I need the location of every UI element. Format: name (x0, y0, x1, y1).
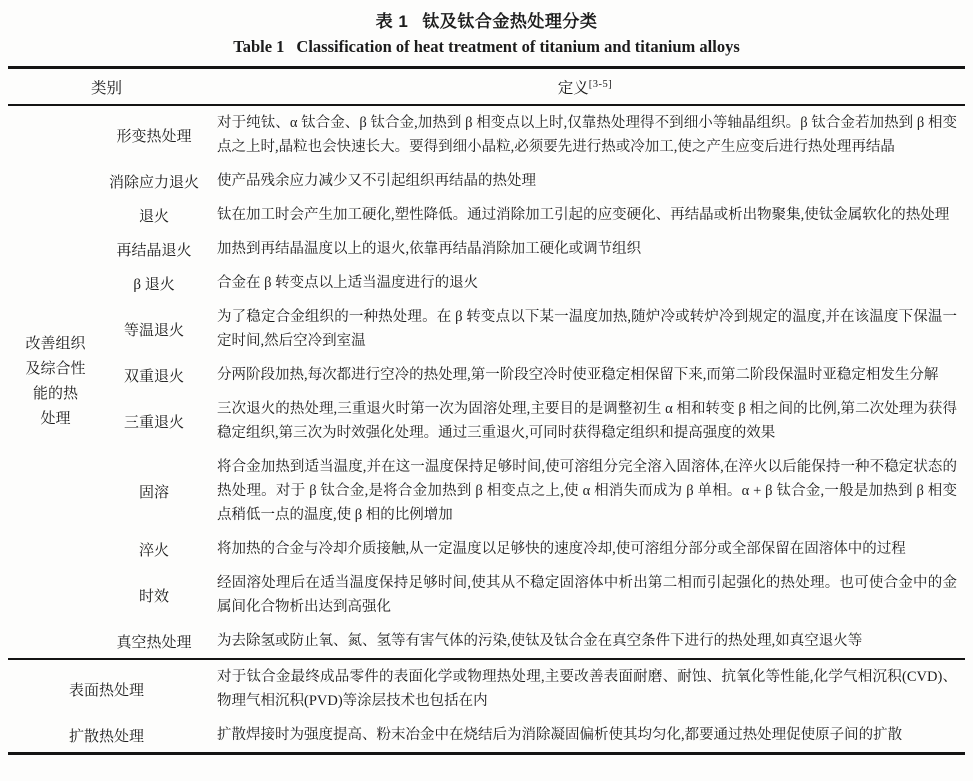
header-definition: 定义[3-5] (557, 78, 613, 97)
category-label: 双重退火 (124, 368, 185, 385)
table-row (8, 392, 965, 450)
definition-text: 对于纯钛、α 钛合金、β 钛合金,加热到 β 相变点以上时,仅靠热处理得不到细小等轴晶组织。β 钛合金若加热到 β 相变点之上时,晶粒也会快速长大。要得到细小晶粒,必须要先进行热或冷加工,使之产生应变后进行热处理再结晶 (217, 115, 958, 155)
table-row (8, 105, 965, 164)
definition-text: 钛在加工时会产生加工硬化,塑性降低。通过消除加工引起的应变硬化、再结晶或析出物聚集,使钛金属软化的热处理 (217, 207, 950, 223)
table-row (8, 532, 965, 566)
table-title-zh (0, 7, 973, 32)
table-title-en (0, 37, 973, 57)
category-label: 消除应力退火 (109, 174, 200, 191)
table-title-text-en: Classification of heat treatment of titanium and titanium alloys (296, 37, 740, 56)
category-label: 退火 (139, 208, 170, 225)
group-section (8, 105, 965, 659)
table-title-text-zh: 钛及钛合金热处理分类 (422, 12, 598, 31)
table-row (8, 266, 965, 300)
table-number-zh: 表 1 (375, 12, 409, 31)
header-row (8, 68, 965, 106)
definition-text: 为去除氢或防止氧、氮、氢等有害气体的污染,使钛及钛合金在真空条件下进行的热处理,如真空退火等 (217, 633, 863, 649)
reference-superscript: [3-5] (588, 78, 613, 90)
definition-text: 分两阶段加热,每次都进行空冷的热处理,第一阶段空冷时使亚稳定相保留下来,而第二阶段保温时亚稳定相发生分解 (217, 367, 939, 383)
category-label: 三重退火 (124, 414, 185, 431)
definition-text: 将合金加热到适当温度,并在这一温度保持足够时间,使可溶组分完全溶入固溶体,在淬火以后能保持一种不稳定状态的热处理。对于 β 钛合金,是将合金加热到 β 相变点之上,使 α 相消失而成为 β 单相。α + β 钛合金,一般是加热到 β 相变点稍低一点的温度,使 β 相的比例增加 (217, 459, 958, 523)
table-row (8, 232, 965, 266)
definition-text: 三次退火的热处理,三重退火时第一次为固溶处理,主要目的是调整初生 α 相和转变 β 相之间的比例,第二次处理为获得稳定组织,第三次为时效强化处理。通过三重退火,可同时获得稳定组织和提高强度的效果 (217, 401, 958, 441)
category-label: 再结晶退火 (116, 242, 192, 259)
definition-text: 加热到再结晶温度以上的退火,依靠再结晶消除加工硬化或调节组织 (217, 241, 642, 257)
category-label: 固溶 (139, 484, 170, 501)
table-caption (0, 0, 973, 57)
category-label: 真空热处理 (116, 634, 192, 651)
table-number-en: Table 1 (233, 37, 285, 56)
definition-text: 扩散焊接时为强度提高、粉末冶金中在烧结后为消除凝固偏析使其均匀化,都要通过热处理促使原子间的扩散 (217, 727, 903, 743)
table-row (8, 624, 965, 659)
definition-text: 为了稳定合金组织的一种热处理。在 β 转变点以下某一温度加热,随炉冷或转炉冷到规定的温度,并在该温度下保温一定时间,然后空冷到室温 (217, 309, 958, 349)
header-category: 类别 (91, 80, 123, 97)
category-label: 表面热处理 (69, 682, 145, 699)
table-row (8, 450, 965, 532)
group-label: 改善组织 及综合性 能的热 处理 (25, 336, 86, 427)
table-header (8, 68, 965, 106)
category-label: 扩散热处理 (69, 728, 145, 745)
definition-text: 对于钛合金最终成品零件的表面化学或物理热处理,主要改善表面耐磨、耐蚀、抗氧化等性能,化学气相沉积(CVD)、物理气相沉积(PVD)等涂层技术也包括在内 (217, 669, 958, 709)
definition-text: 合金在 β 转变点以上适当温度进行的退火 (217, 275, 479, 291)
category-label: β 退火 (133, 276, 175, 293)
table-row (8, 718, 965, 754)
table-row (8, 198, 965, 232)
classification-table (8, 66, 965, 755)
table-row (8, 358, 965, 392)
definition-text: 使产品残余应力减少又不引起组织再结晶的热处理 (217, 173, 537, 189)
bottom-section (8, 659, 965, 754)
definition-text: 经固溶处理后在适当温度保持足够时间,使其从不稳定固溶体中析出第二相而引起强化的热处理。也可使合金中的金属间化合物析出达到高强化 (217, 575, 958, 615)
table-row (8, 300, 965, 358)
category-label: 淬火 (139, 542, 170, 559)
category-label: 形变热处理 (116, 128, 192, 145)
table-row (8, 566, 965, 624)
table-row (8, 659, 965, 718)
category-label: 等温退火 (124, 322, 185, 339)
table-row (8, 164, 965, 198)
category-label: 时效 (139, 588, 170, 605)
definition-text: 将加热的合金与冷却介质接触,从一定温度以足够快的速度冷却,使可溶组分部分或全部保留在固溶体中的过程 (217, 541, 906, 557)
